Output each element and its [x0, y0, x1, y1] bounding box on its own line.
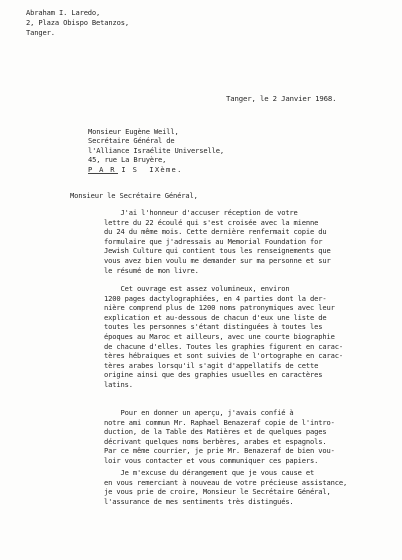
- recipient-line: l'Alliance Israélite Universelle,: [88, 145, 224, 155]
- paragraph-line: Je m'excuse du dérangement que je vous cause et: [104, 468, 315, 477]
- sender-block: [26, 8, 129, 39]
- paragraph-line: loir vous contacter et vous communiquer ces papiers.: [104, 455, 319, 465]
- letter-date: Tanger, le 2 Janvier 1968.: [226, 94, 337, 103]
- paragraph-4: [104, 468, 347, 506]
- paragraph-line: de chacune d'elles. Toutes les graphies figurent en carac-: [104, 341, 344, 351]
- paragraph-line: vous avez bien voulu me demander sur ma personne et sur: [104, 255, 331, 265]
- paragraph-line: le résumé de mon livre.: [104, 265, 199, 275]
- recipient-line: Secrétaire Général de: [88, 136, 175, 146]
- paragraph-line: tères arabes lorsqu'il s'agit d'appellatifs de cette: [104, 360, 319, 370]
- paragraph-line: je vous prie de croire, Monsieur le Secrétaire Général,: [104, 487, 331, 497]
- paragraph-line: nière comprend plus de 1200 noms patronymiques avec leur: [104, 303, 335, 313]
- paragraph-line: toutes les personnes s'étant distinguées à toutes les: [104, 322, 323, 332]
- paragraph-line: Pour en donner un aperçu, j'avais confié à: [104, 408, 294, 417]
- paragraph-line: J'ai l'honneur d'accuser réception de votre: [104, 208, 298, 217]
- paragraph-line: Cet ouvrage est assez volumineux, environ: [104, 284, 290, 293]
- salutation: Monsieur le Secrétaire Général,: [70, 191, 198, 200]
- recipient-block: [88, 127, 224, 174]
- paragraph-line: Par ce même courrier, je prie Mr. Benazeraf de bien vou-: [104, 446, 335, 456]
- recipient-line: 45, rue La Bruyère,: [88, 155, 167, 165]
- city-underline: [88, 173, 118, 174]
- recipient-line: Monsieur Eugène Weill,: [88, 127, 179, 136]
- paragraph-line: origine ainsi que des graphies usuelles en caractères: [104, 370, 323, 380]
- paragraph-line: du 24 du même mois. Cette dernière renfermait copie du: [104, 227, 327, 237]
- recipient-city: P A R I S IXème.: [88, 164, 183, 174]
- paragraph-line: l'assurance de mes sentiments très distingués.: [104, 496, 294, 506]
- recipient-city-row: [88, 165, 224, 174]
- sender-city: Tanger.: [26, 28, 55, 38]
- paragraph-line: duction, de la Table des Matières et de quelques pages: [104, 427, 327, 437]
- paragraph-line: Jewish Culture qui contient tous les renseignements que: [104, 246, 331, 256]
- paragraph-line: en vous remerciant à nouveau de votre précieuse assistance,: [104, 477, 348, 487]
- paragraph-3: [104, 408, 335, 466]
- paragraph-line: latins.: [104, 379, 133, 389]
- paragraph-2: [104, 284, 343, 390]
- paragraph-line: tères hébraiques et sont suivies de l'ortographe en carac-: [104, 351, 344, 361]
- paragraph-line: époques au Maroc et ailleurs, avec une courte biographie: [104, 331, 335, 341]
- sender-name: Abraham I. Laredo,: [26, 8, 101, 17]
- paragraph-line: explication et au-dessous de chacun d'eux une liste de: [104, 312, 327, 322]
- paragraph-line: lettre du 22 écoulé qui s'est croisée avec la mienne: [104, 217, 319, 227]
- paragraph-line: décrivant quelques noms berbères, arabes et espagnols.: [104, 436, 327, 446]
- paragraph-line: formulaire que j'adressais au Memorial Foundation for: [104, 236, 323, 246]
- paragraph-line: notre ami commun Mr. Raphael Benazeraf copie de l'intro-: [104, 417, 335, 427]
- paragraph-line: 1200 pages dactylographiées, en 4 parties dont la der-: [104, 293, 327, 303]
- paragraph-1: [104, 208, 331, 275]
- sender-address: 2, Plaza Obispo Betanzos,: [26, 18, 130, 28]
